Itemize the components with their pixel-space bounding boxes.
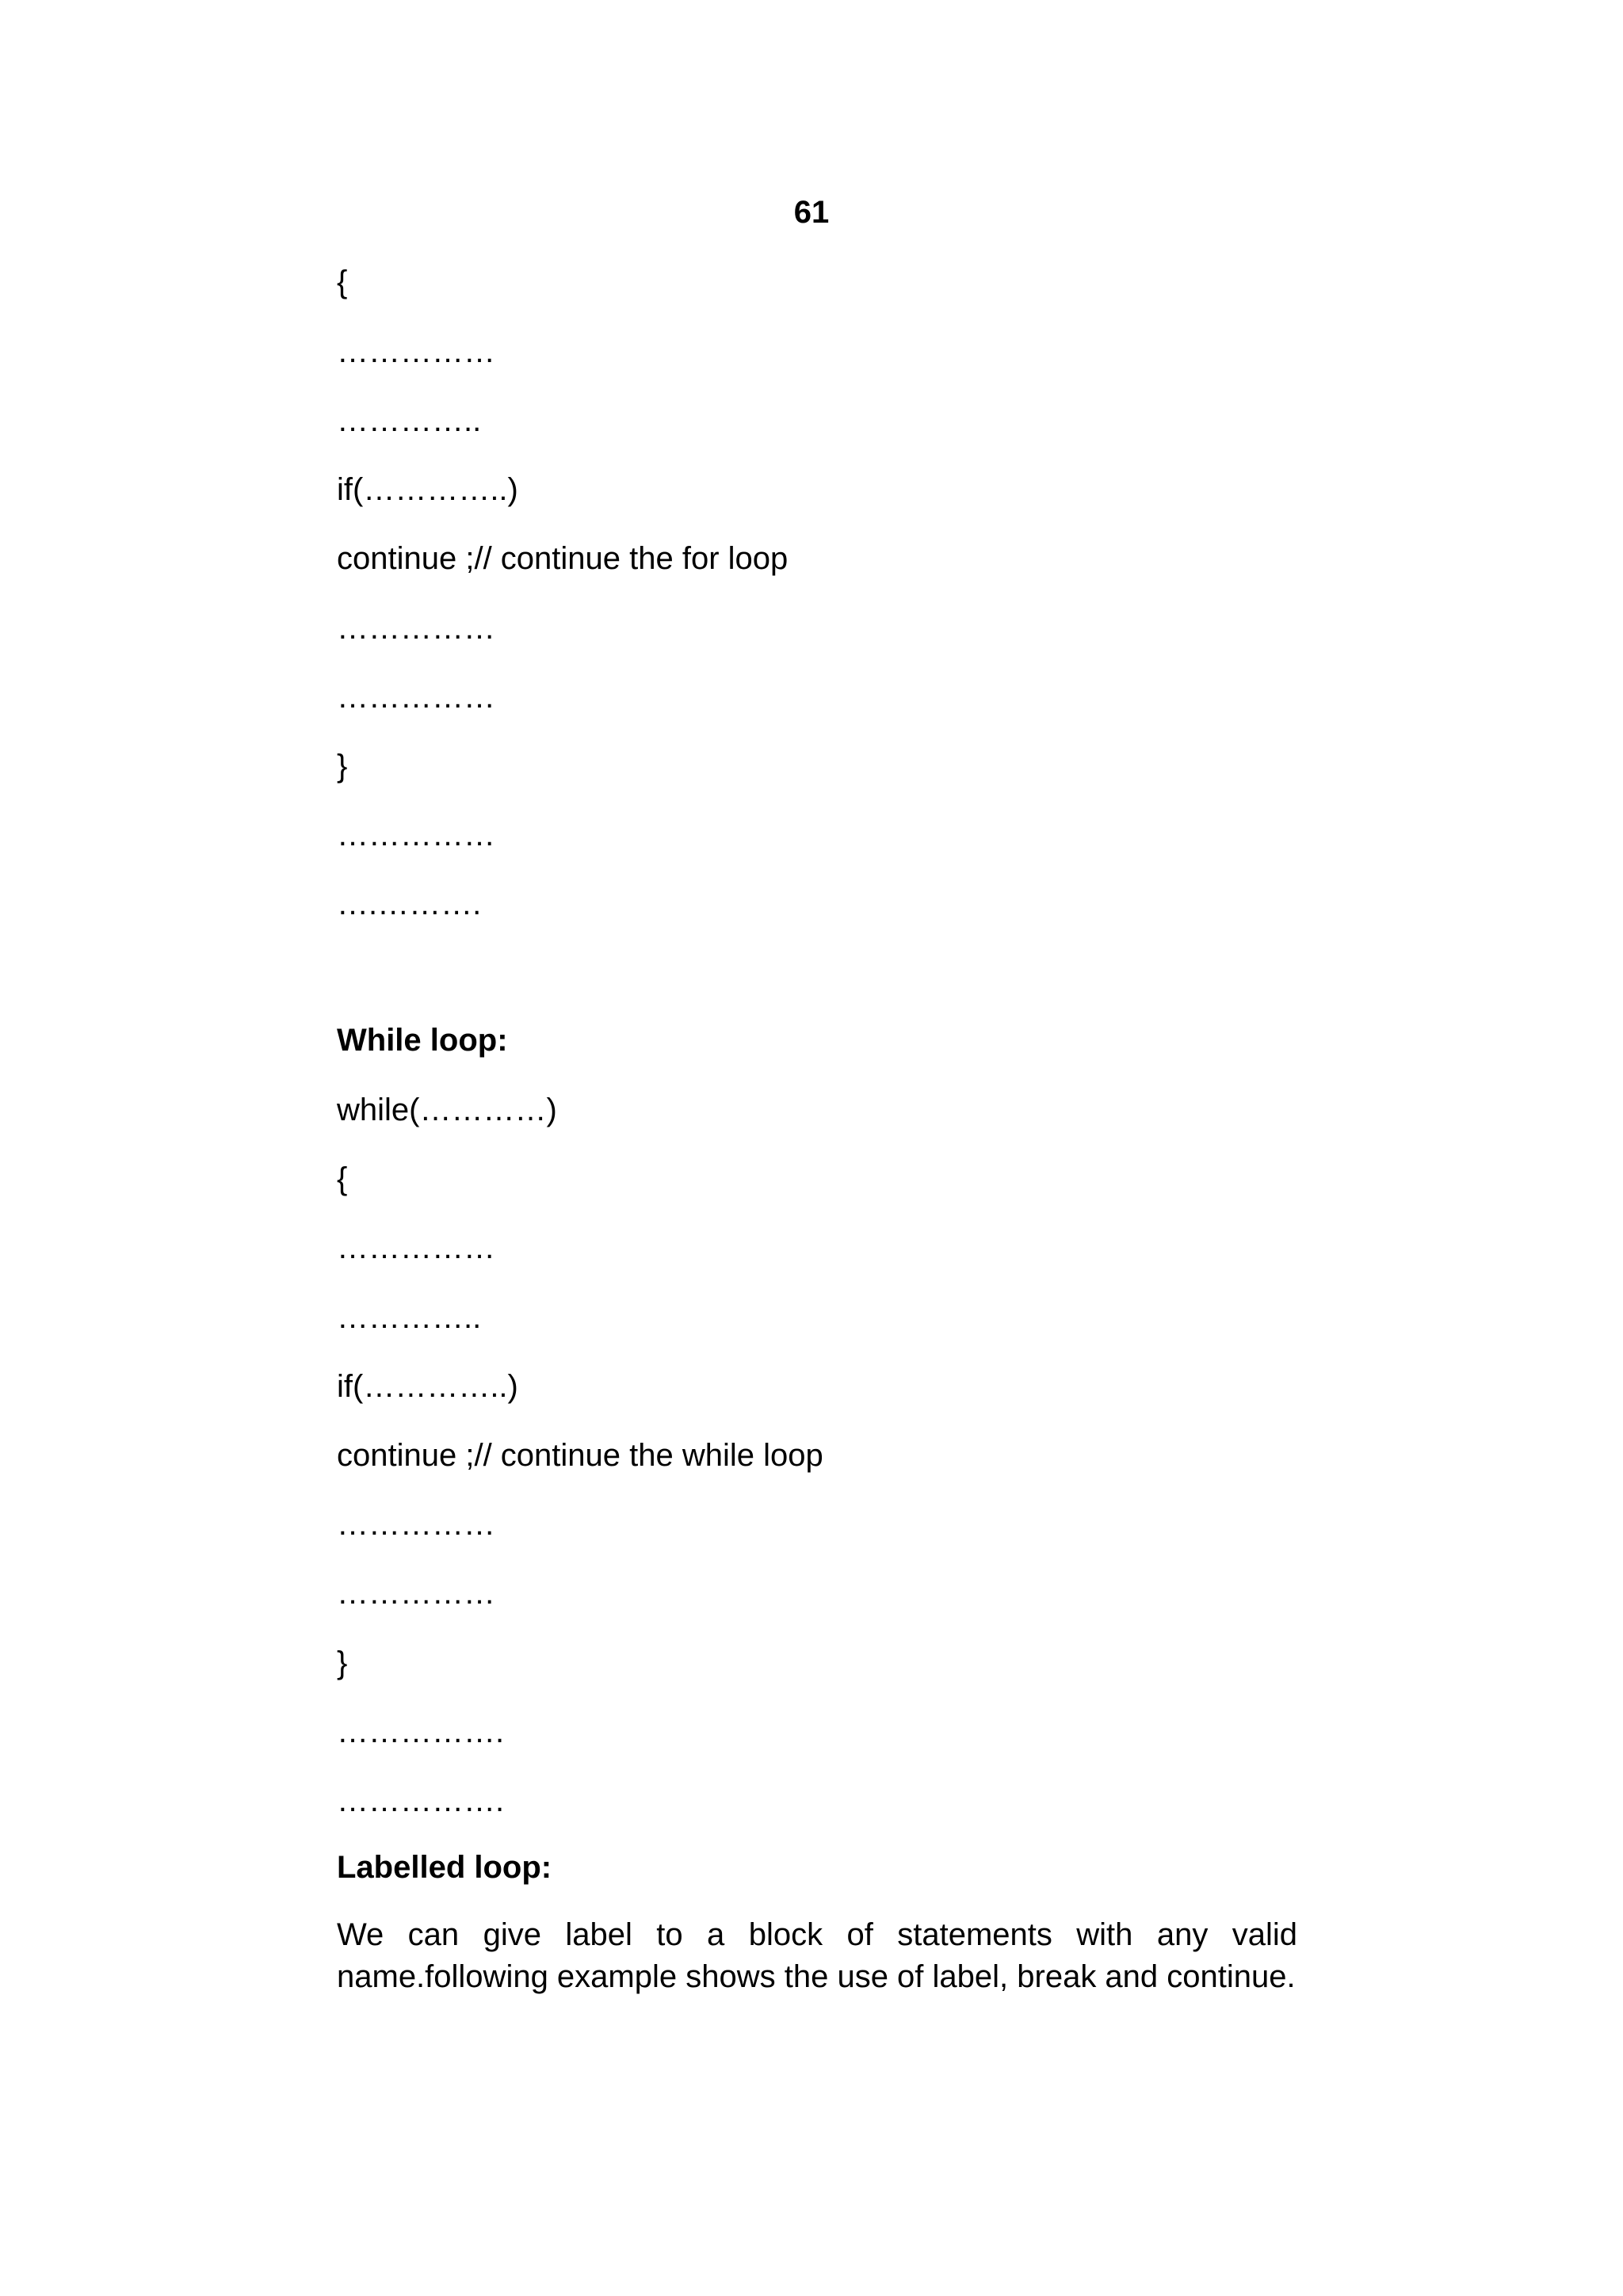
code-line: while(…………)	[337, 1093, 557, 1127]
code-line: ……………	[337, 680, 495, 715]
code-line: }	[337, 749, 348, 784]
code-line: }	[337, 1646, 348, 1680]
section-heading-while: While loop:	[337, 1023, 508, 1058]
code-line: {	[337, 265, 348, 299]
body-paragraph: We can give label to a block of statements with any valid name.following example shows the use of label, break and continue.	[337, 1917, 1297, 1994]
code-line: ……………	[337, 1230, 495, 1265]
code-line: …………..	[337, 1300, 482, 1335]
code-line: …………..	[337, 403, 482, 438]
code-line: ……………	[337, 334, 495, 369]
code-line: ……………	[337, 1576, 495, 1611]
code-line: continue ;// continue the for loop	[337, 541, 789, 576]
code-line: if(…………..)	[337, 472, 518, 507]
code-line: {	[337, 1161, 348, 1196]
code-line: …………….	[337, 1783, 505, 1818]
code-line: …………….	[337, 1714, 505, 1749]
code-line: ……………	[337, 611, 495, 646]
code-line: continue ;// continue the while loop	[337, 1438, 823, 1473]
code-line: ……………	[337, 818, 495, 852]
code-line: ….……….	[337, 887, 482, 921]
code-line: if(…………..)	[337, 1369, 518, 1404]
page-number: 61	[793, 195, 830, 230]
code-line: ……………	[337, 1507, 495, 1542]
section-heading-labelled: Labelled loop:	[337, 1850, 552, 1885]
